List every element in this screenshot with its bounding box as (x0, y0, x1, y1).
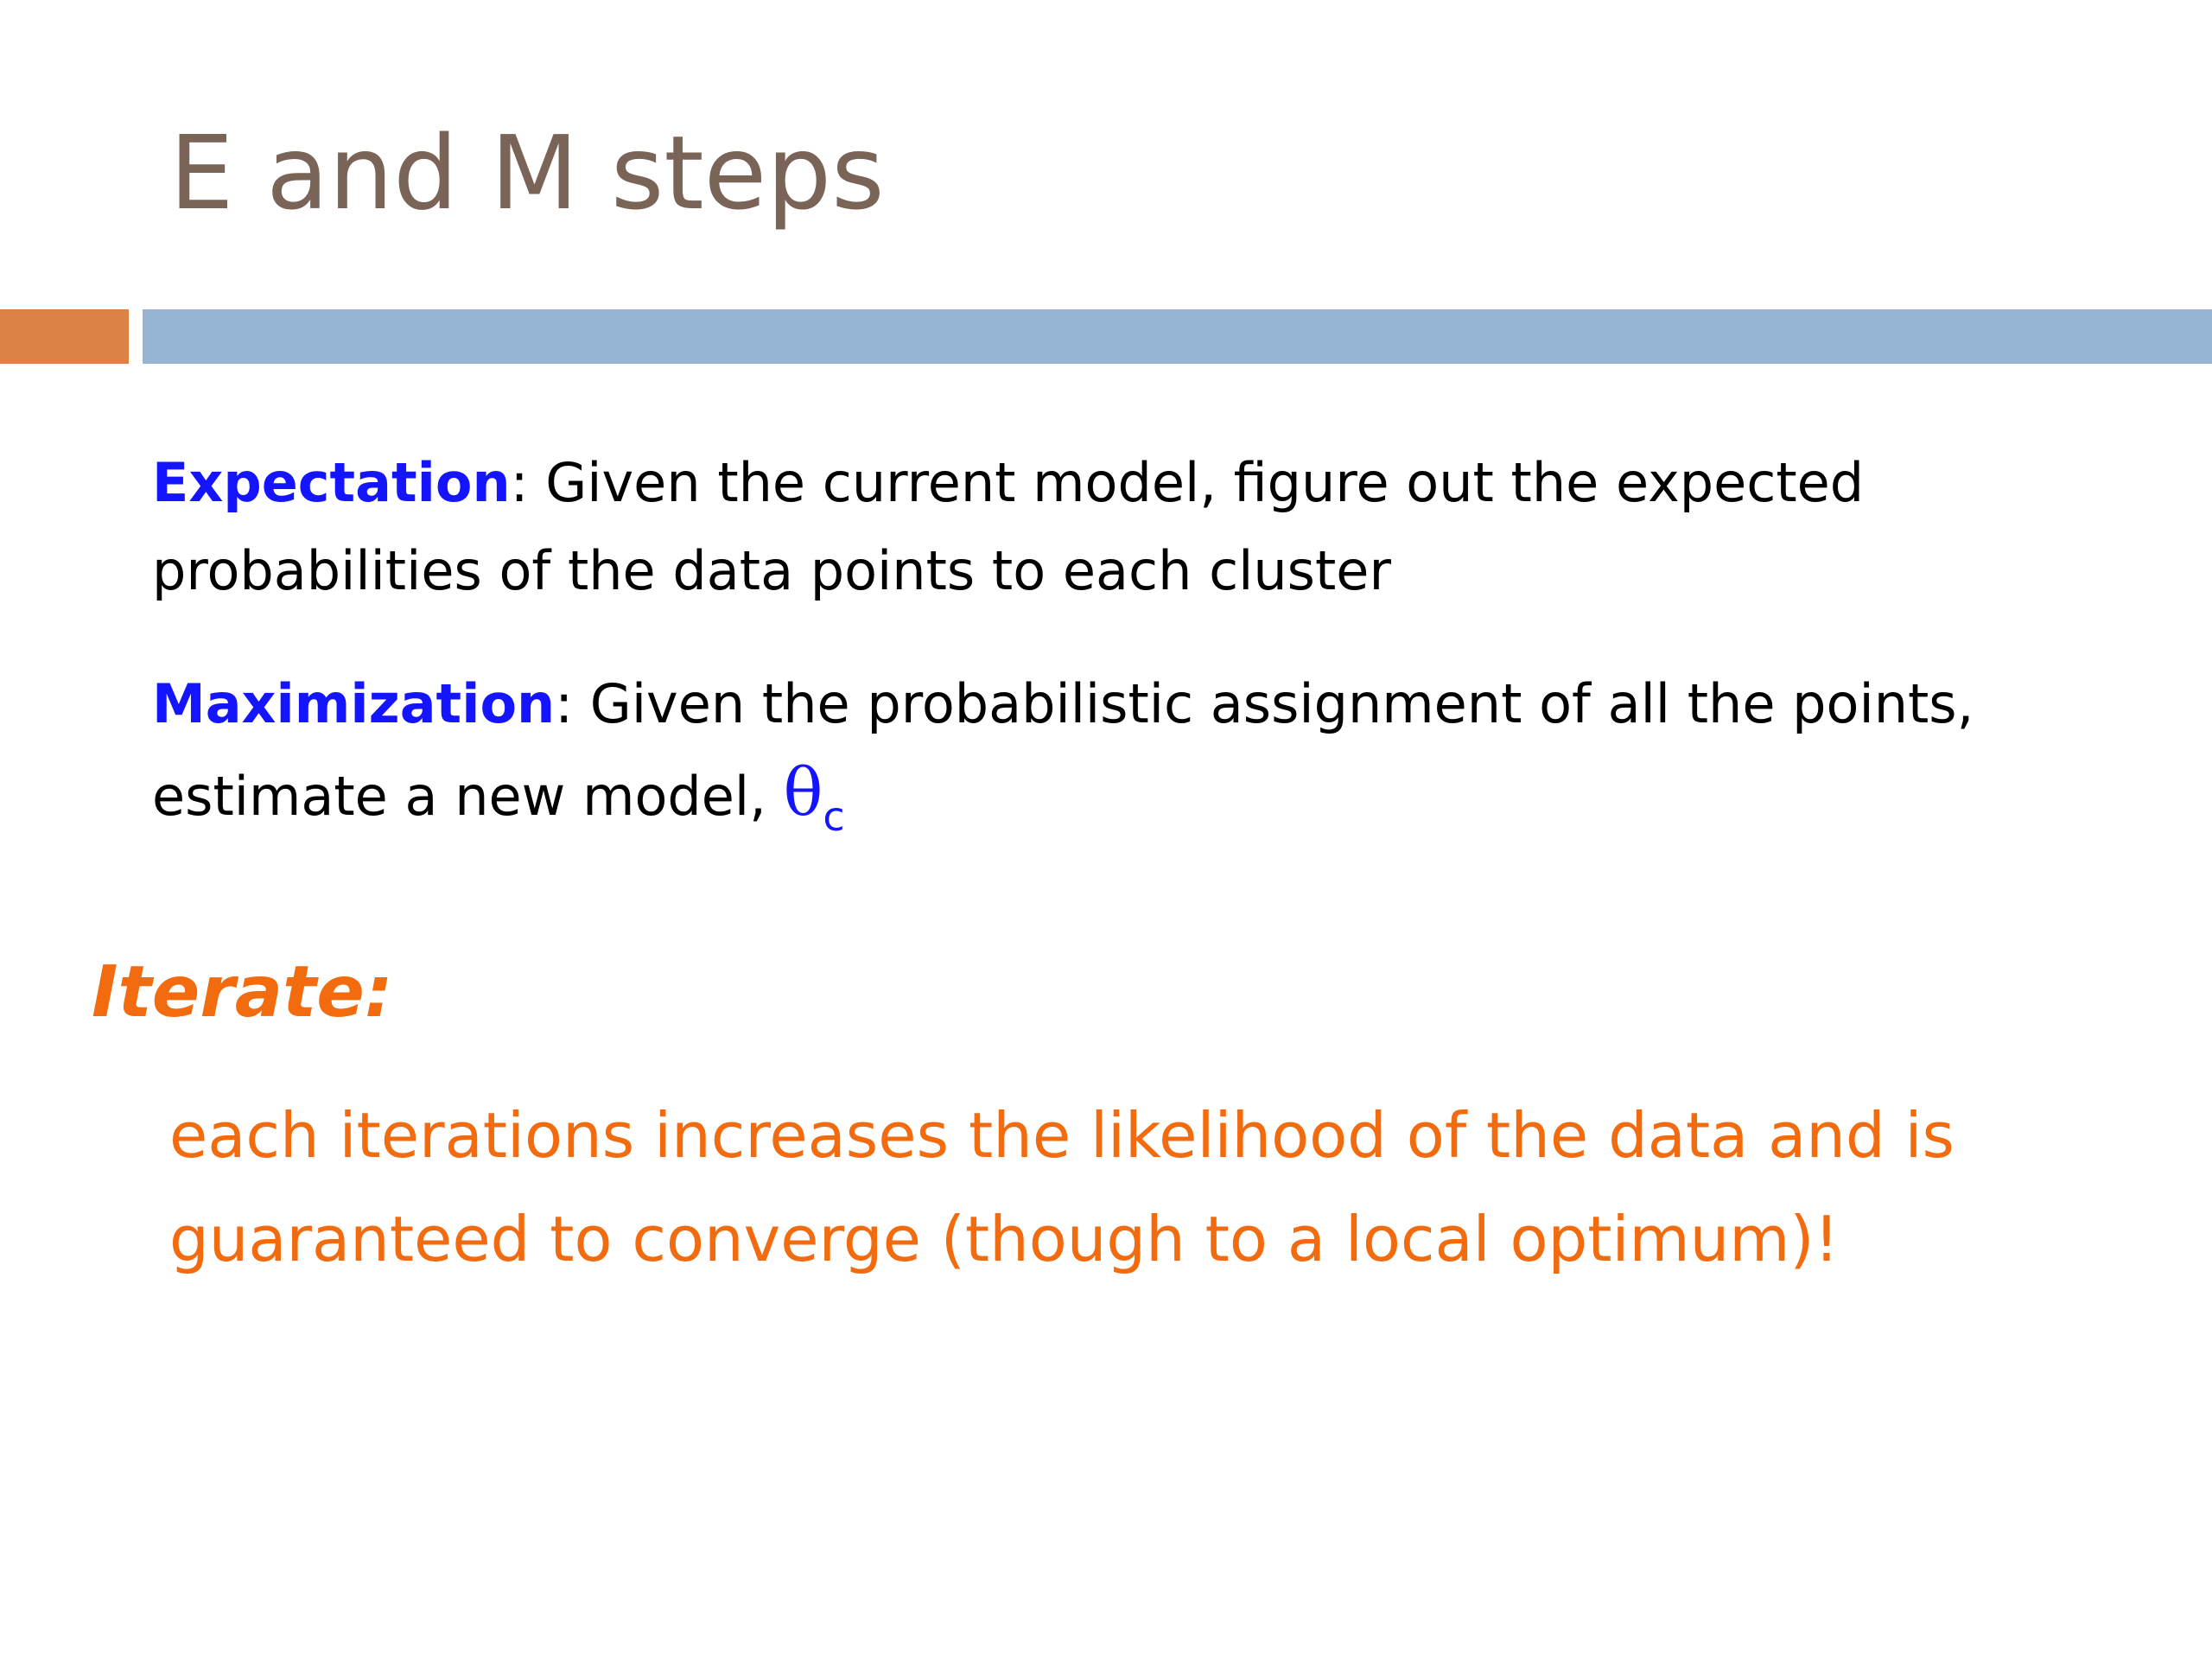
maximization-separator: : (555, 672, 574, 735)
expectation-term: Expectation (152, 451, 511, 514)
expectation-paragraph (152, 439, 2122, 615)
theta-symbol: θ (783, 753, 823, 830)
theta-subscript: c (823, 793, 845, 840)
maximization-paragraph (152, 660, 2139, 861)
iterate-body: each iterations increases the likelihood of the data and is guaranteed to converge (though to a local optimum)! (169, 1099, 1955, 1275)
expectation-separator: : (510, 451, 529, 514)
iterate-heading: Iterate: (92, 951, 393, 1033)
title-accent-bar-orange (0, 309, 129, 364)
maximization-text: Given the probabilistic assignment of all the points, estimate a new model, (152, 672, 1974, 828)
title-accent-bar-blue (143, 309, 2212, 364)
expectation-text: Given the current model, figure out the expected probabilities of the data points to each cluster (152, 451, 1865, 602)
slide-title: E and M steps (169, 113, 885, 232)
maximization-term: Maximization (152, 672, 556, 735)
